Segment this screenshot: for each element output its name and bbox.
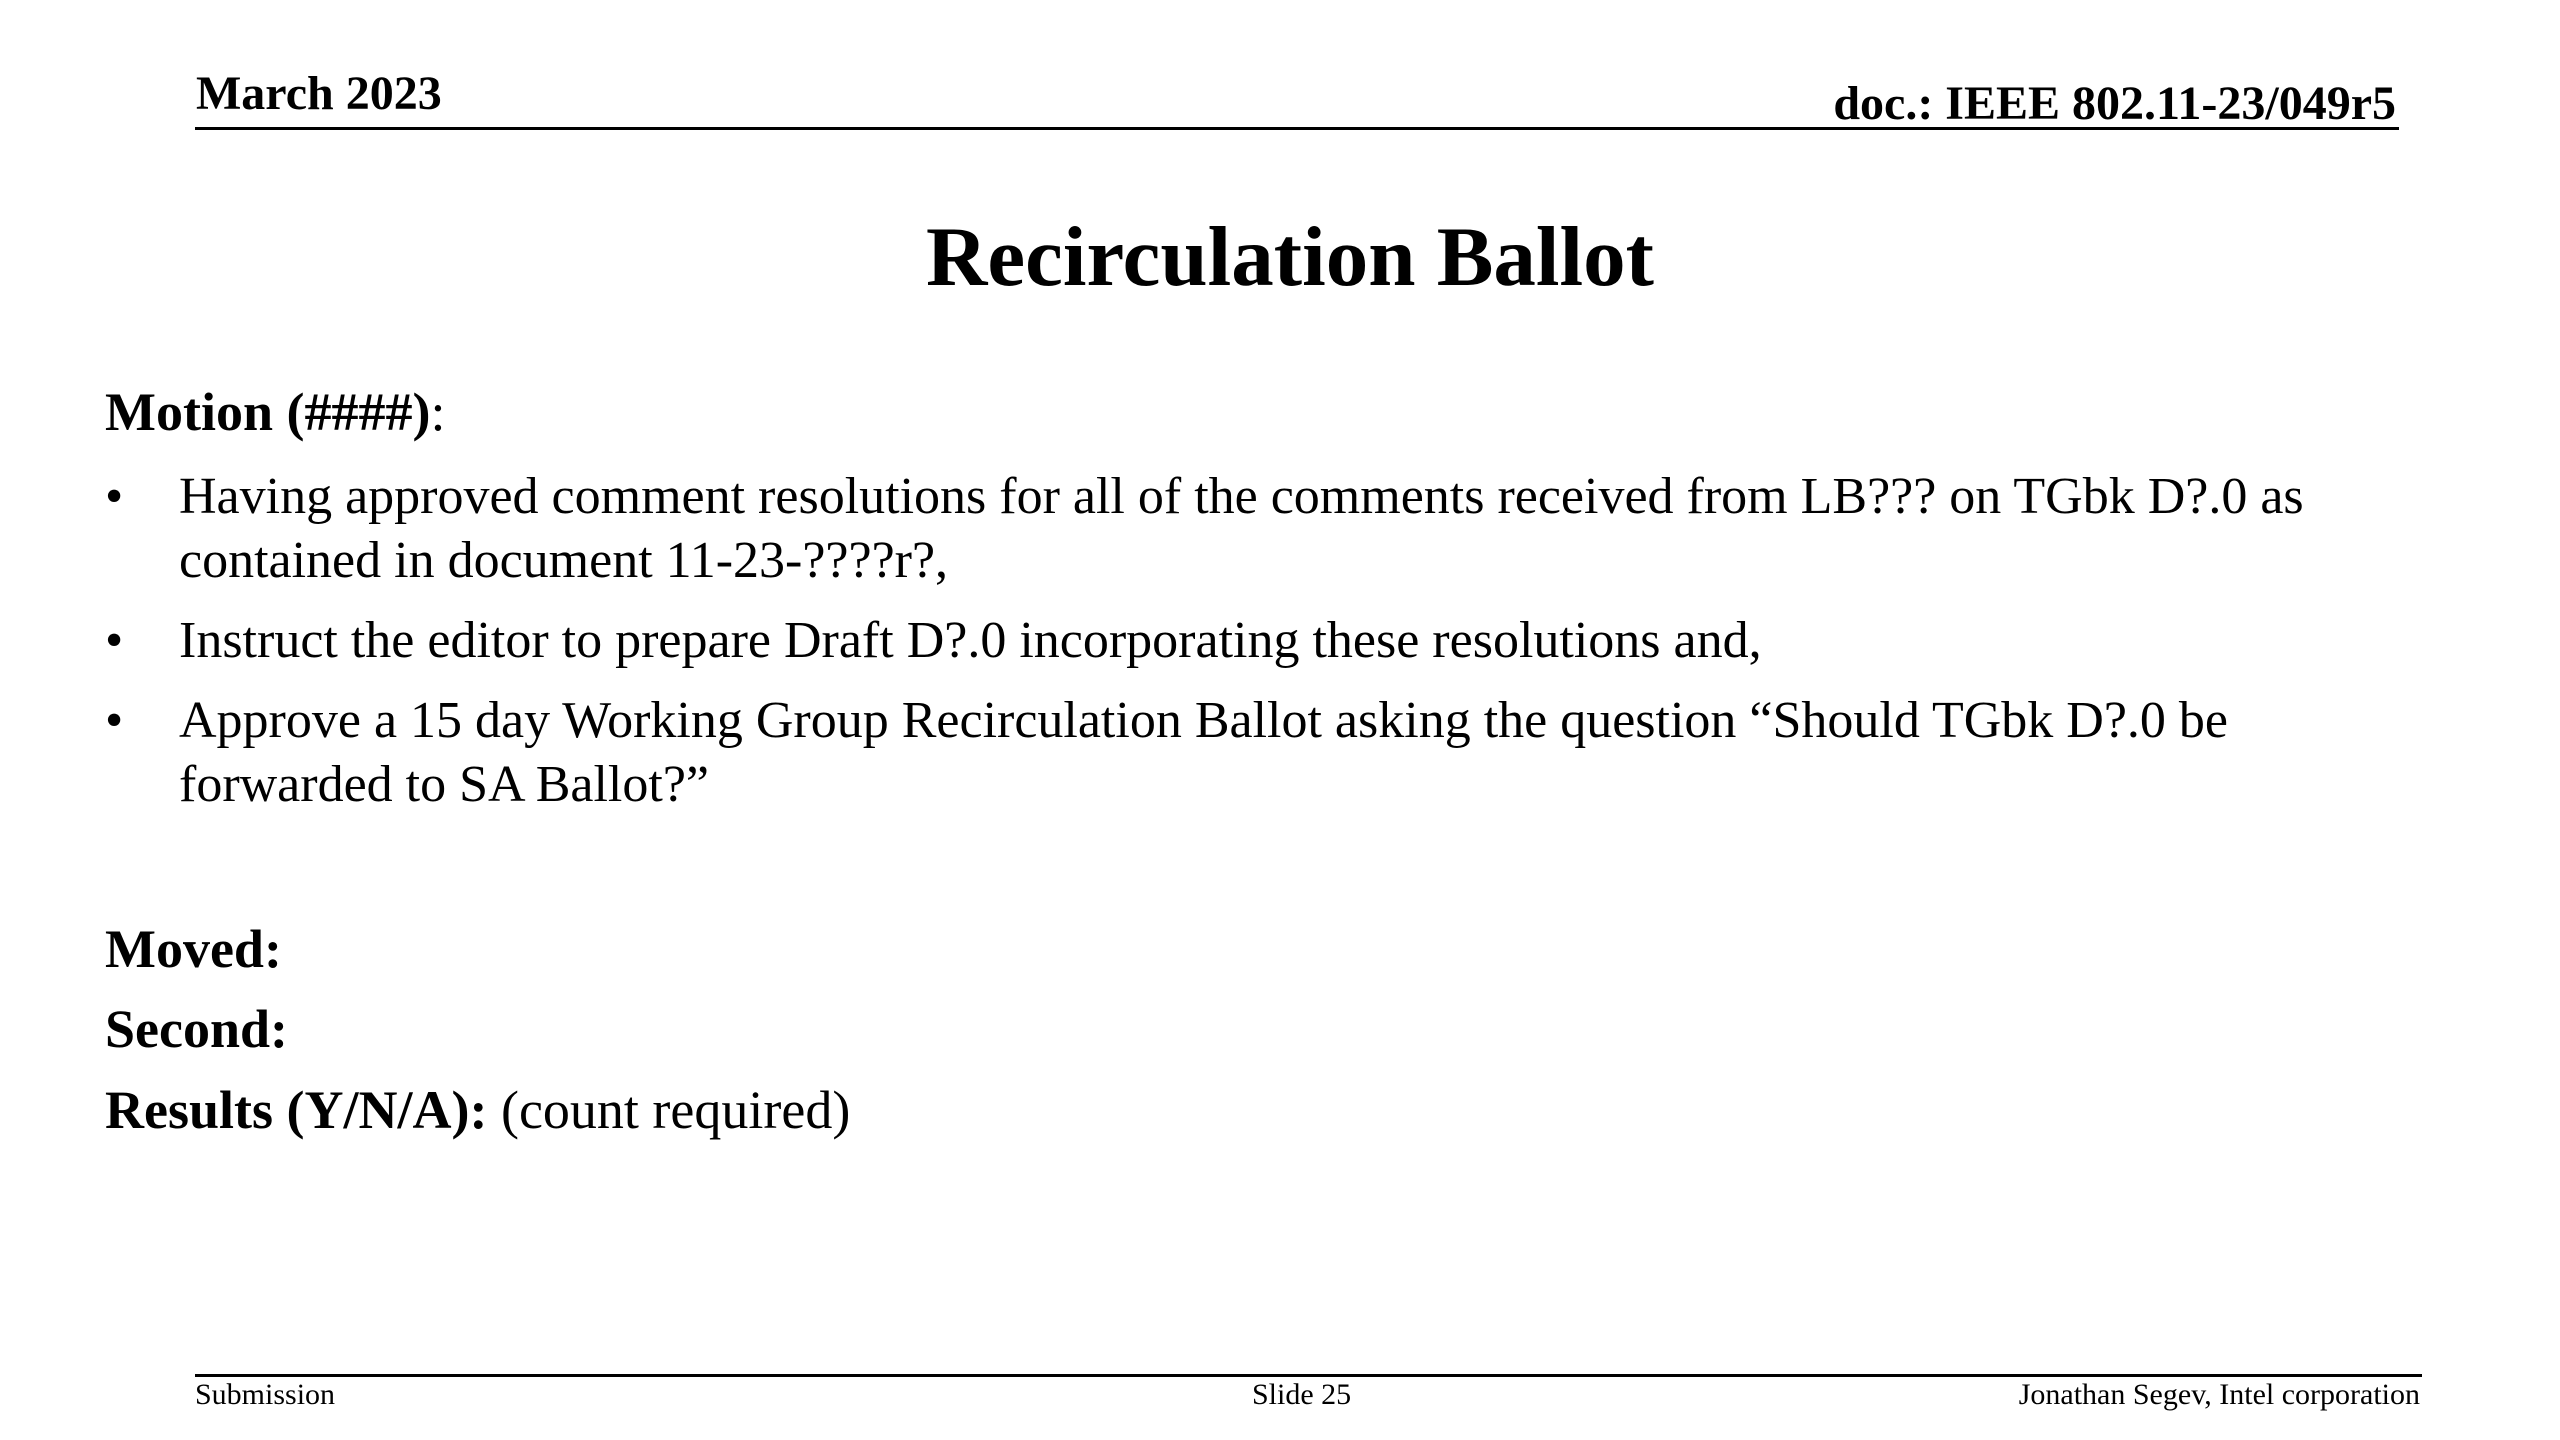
bullet-dot-icon: • xyxy=(105,692,124,749)
bullet-dot-icon: • xyxy=(105,468,124,525)
bullet-item xyxy=(105,465,2435,593)
header-doc-id: doc.: IEEE 802.11-23/049r5 xyxy=(1833,77,2396,130)
results-value: (count required) xyxy=(487,1080,851,1140)
second-line xyxy=(105,999,289,1059)
footer-author: Jonathan Segev, Intel corporation xyxy=(2018,1378,2420,1411)
header-rule xyxy=(195,127,2399,130)
moved-line xyxy=(105,919,282,979)
motion-heading xyxy=(105,382,446,442)
motion-colon: : xyxy=(430,382,446,442)
header-date: March 2023 xyxy=(196,67,442,120)
footer-submission: Submission xyxy=(195,1378,336,1411)
bullet-item xyxy=(105,689,2435,817)
results-label: Results (Y/N/A): xyxy=(105,1080,488,1140)
bullet-text: Instruct the editor to prepare Draft D?.0 incorporating these resolutions and, xyxy=(179,612,1762,669)
bullet-dot-icon: • xyxy=(105,612,124,669)
motion-label: Motion (####) xyxy=(105,382,431,442)
footer-slide-number: Slide 25 xyxy=(1252,1378,1352,1411)
bullet-item xyxy=(105,609,2435,673)
bullet-text: Having approved comment resolutions for all of the comments received from LB??? on TGbk D?.0 as contained in document 11-23-????r?, xyxy=(179,468,2304,589)
slide-title: Recirculation Ballot xyxy=(926,210,1654,304)
footer-rule xyxy=(195,1374,2422,1377)
moved-label: Moved: xyxy=(105,919,282,979)
results-line xyxy=(105,1080,851,1140)
bullet-text: Approve a 15 day Working Group Recirculation Ballot asking the question “Should TGbk D?.0 be forwarded to SA Ballot?” xyxy=(179,692,2228,813)
second-label: Second: xyxy=(105,999,289,1059)
motion-bullets xyxy=(105,465,2435,833)
